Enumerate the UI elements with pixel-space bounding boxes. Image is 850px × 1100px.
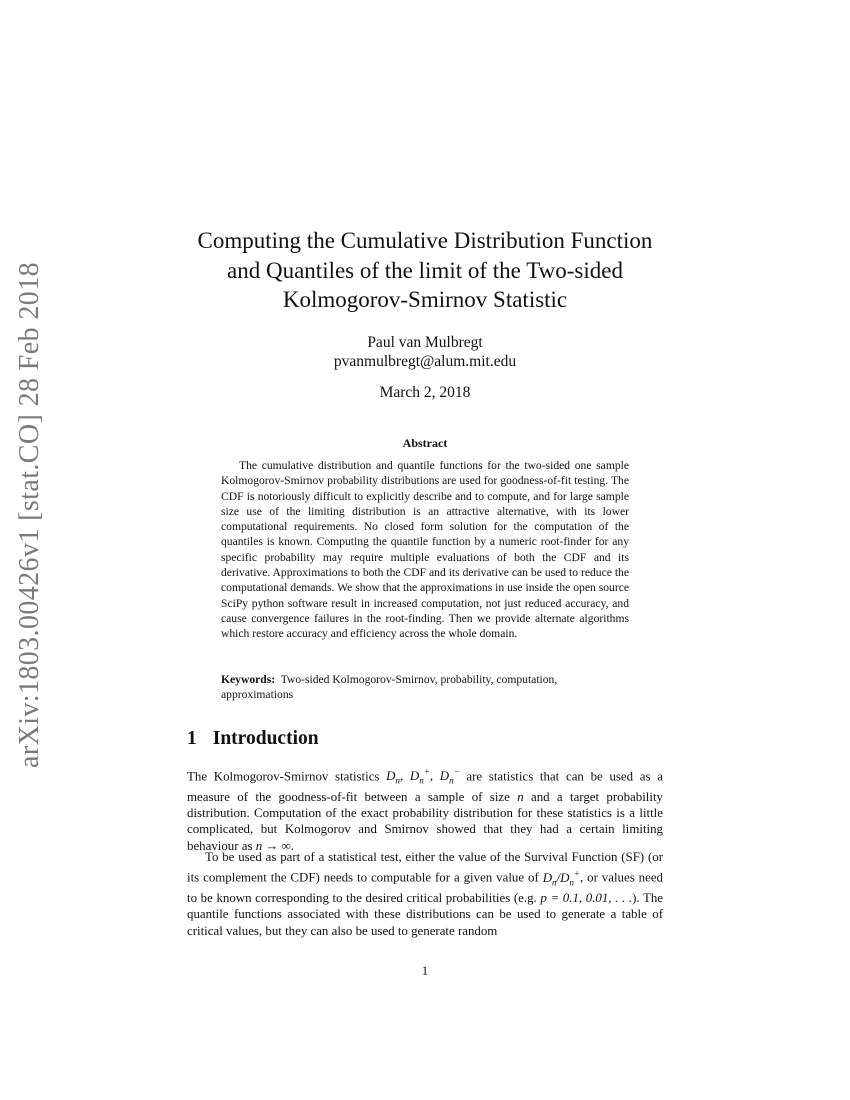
paper-date: March 2, 2018 bbox=[379, 384, 471, 401]
author-name: Paul van Mulbregt bbox=[367, 334, 483, 351]
title-line: Kolmogorov-Smirnov Statistic bbox=[282, 287, 568, 312]
text-run: are statistics that can be used as a measure of the goodness-of-fit between a sample of size bbox=[187, 769, 663, 805]
text-run: , or values need to be known corresponding to the desired critical probabilities (e.g. bbox=[187, 870, 663, 906]
math-statistics: $D_n$, $D_n^+$, $D_n^-$ bbox=[386, 767, 460, 786]
intro-paragraph-2 bbox=[187, 849, 663, 939]
arxiv-identifier: arXiv:1803.00426v1 [stat.CO] 28 Feb 2018 bbox=[14, 262, 45, 768]
math-limit: n → ∞ bbox=[255, 838, 291, 853]
section-heading bbox=[187, 728, 319, 750]
title-line: Computing the Cumulative Distribution Function bbox=[197, 228, 653, 253]
math-dn-ratio: $D_n/D_n^+$ bbox=[542, 868, 580, 888]
keywords-text: Two-sided Kolmogorov-Smirnov, probability, computation, approximations bbox=[221, 673, 558, 702]
keywords bbox=[221, 672, 629, 703]
paper-title bbox=[150, 226, 700, 315]
author-email: pvanmulbregt@alum.mit.edu bbox=[333, 352, 517, 370]
text-run: and a target probability distribution. Computation of the exact probability distribution for these statistics is a little complicated, but Kolmogorov and Smirnov showed that they had a certain limiting behaviour as bbox=[187, 790, 663, 853]
keywords-label: Keywords: bbox=[221, 673, 276, 686]
abstract-heading: Abstract bbox=[402, 436, 448, 450]
math-probabilities: p = 0.1, 0.01, . . . bbox=[540, 891, 633, 906]
author-block bbox=[200, 334, 650, 371]
intro-paragraph-1 bbox=[187, 764, 663, 854]
section-number: 1 bbox=[187, 728, 197, 749]
page-number: 1 bbox=[421, 964, 429, 978]
title-line: and Quantiles of the limit of the Two-sided bbox=[227, 257, 623, 283]
abstract-text: The cumulative distribution and quantile functions for the two-sided one sample Kolmogorov-Smirnov probability distributions are used for goodness-of-fit testing. The CDF is notoriously difficult to explicitly describe and to compute, and for large sample size use of the limiting distribution is an attractive alternative, with its lower computational requirements. No closed form solution for the computation of the quantiles is known. Computing the quantile function by a numeric root-finder for any specific probability may require multiple evaluations of both the CDF and its derivative. Approximations to both the CDF and its derivative can be used to reduce the computational demands. We show that the approximations in use inside the open source SciPy python software result in increased computation, not just reduced accuracy, and cause convergence failures in the root-finding. Then we provide alternate algorithms which restore accuracy and efficiency across the whole domain. bbox=[221, 459, 629, 641]
math-n: n bbox=[517, 790, 524, 805]
text-run: ). The quantile functions associated with these distributions can be used to generate a table of critical values, but they can also be used to generate random bbox=[187, 891, 664, 938]
text-run: To be used as part of a statistical test, either the value of the Survival Function (SF) (or its complement the CDF) needs to computable for a given value of bbox=[187, 850, 663, 885]
text-run: . bbox=[290, 838, 294, 853]
section-title: Introduction bbox=[212, 728, 319, 749]
text-run: The Kolmogorov-Smirnov statistics bbox=[187, 769, 387, 784]
